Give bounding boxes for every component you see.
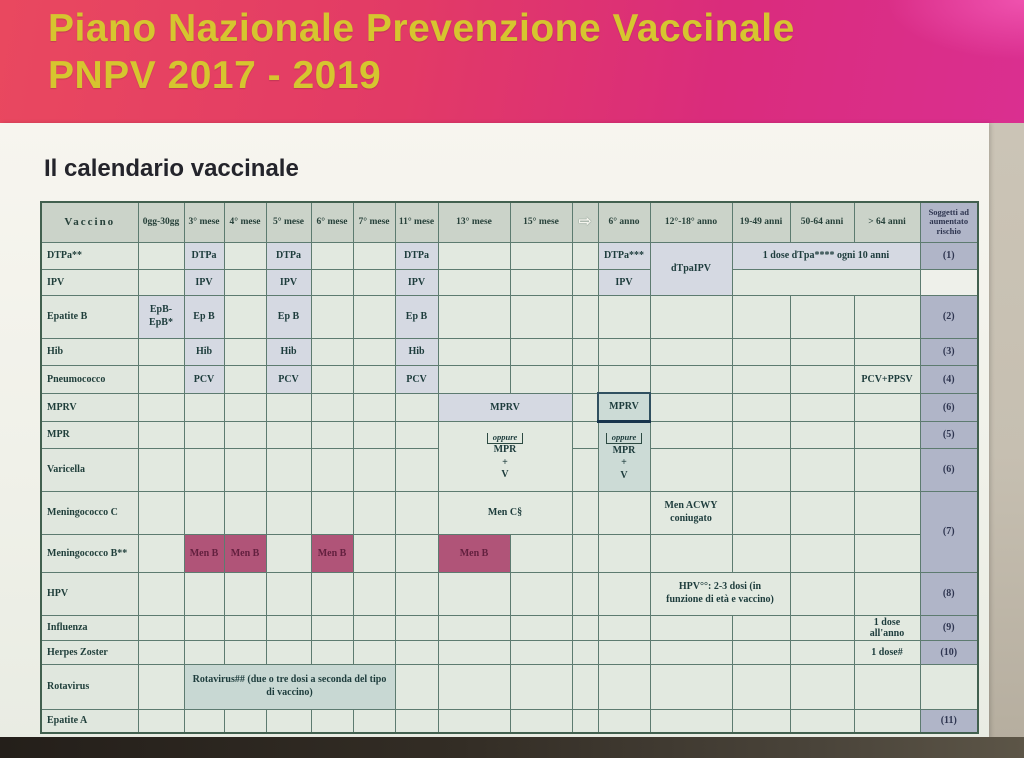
table-cell bbox=[572, 242, 598, 269]
table-cell bbox=[353, 572, 395, 615]
table-cell bbox=[138, 393, 184, 421]
table-cell bbox=[138, 448, 184, 491]
table-cell bbox=[138, 664, 184, 709]
table-cell: MPRV bbox=[438, 393, 572, 421]
table-cell: (5) bbox=[920, 421, 978, 448]
table-cell bbox=[395, 572, 438, 615]
row-label: MPR bbox=[41, 421, 138, 448]
table-cell bbox=[650, 572, 790, 615]
cell-line: EpB- bbox=[149, 304, 173, 315]
table-cell bbox=[572, 615, 598, 640]
table-cell: 1 dose all'anno bbox=[854, 615, 920, 640]
photo-bottom-shadow bbox=[0, 737, 1024, 758]
banner-glow bbox=[884, 0, 1024, 60]
table-cell: 1 dose dTpa**** ogni 10 anni bbox=[732, 242, 920, 269]
table-cell bbox=[311, 709, 353, 733]
row-label: Hib bbox=[41, 338, 138, 365]
table-cell bbox=[224, 393, 266, 421]
table-cell bbox=[510, 242, 572, 269]
cell-line bbox=[440, 431, 571, 445]
table-body bbox=[41, 242, 978, 733]
table-cell bbox=[395, 615, 438, 640]
table-cell: DTPa bbox=[184, 242, 224, 269]
table-cell bbox=[598, 709, 650, 733]
table-cell bbox=[732, 448, 790, 491]
table-row bbox=[41, 640, 978, 664]
table-cell: DTPa bbox=[395, 242, 438, 269]
table-cell bbox=[395, 421, 438, 448]
table-cell bbox=[732, 664, 790, 709]
table-cell: Men B bbox=[311, 534, 353, 572]
presentation-title-line1: Piano Nazionale Prevenzione Vaccinale bbox=[48, 7, 795, 50]
table-cell: (10) bbox=[920, 640, 978, 664]
table-cell: (4) bbox=[920, 365, 978, 393]
column-header: 4° mese bbox=[224, 202, 266, 242]
row-label: HPV bbox=[41, 572, 138, 615]
table-cell bbox=[650, 393, 732, 421]
table-cell bbox=[572, 491, 598, 534]
table-cell bbox=[138, 242, 184, 269]
table-cell bbox=[266, 448, 311, 491]
table-cell bbox=[510, 534, 572, 572]
table-cell bbox=[598, 572, 650, 615]
table-cell bbox=[510, 640, 572, 664]
table-cell bbox=[311, 491, 353, 534]
table-cell bbox=[353, 615, 395, 640]
table-cell bbox=[311, 269, 353, 295]
table-row bbox=[41, 269, 978, 295]
table-cell bbox=[224, 269, 266, 295]
cell-line: di vaccino) bbox=[266, 686, 313, 698]
table-cell bbox=[438, 664, 510, 709]
table-cell bbox=[854, 448, 920, 491]
column-header: 3° mese bbox=[184, 202, 224, 242]
table-cell: 1 dose# bbox=[854, 640, 920, 664]
table-cell: (6) bbox=[920, 393, 978, 421]
table-cell bbox=[311, 448, 353, 491]
table-cell bbox=[266, 534, 311, 572]
table-cell bbox=[224, 295, 266, 338]
table-cell bbox=[732, 421, 790, 448]
table-cell bbox=[598, 295, 650, 338]
table-cell bbox=[311, 393, 353, 421]
table-cell bbox=[572, 664, 598, 709]
table-cell bbox=[790, 448, 854, 491]
table-cell bbox=[438, 709, 510, 733]
table-cell bbox=[353, 421, 395, 448]
table-cell bbox=[438, 242, 510, 269]
table-cell bbox=[650, 491, 732, 534]
table-cell bbox=[790, 640, 854, 664]
table-cell: MPRV bbox=[598, 393, 650, 421]
table-cell bbox=[572, 640, 598, 664]
header-row bbox=[41, 202, 978, 242]
table-cell: Ep B bbox=[266, 295, 311, 338]
table-cell: Men C§ bbox=[438, 491, 572, 534]
cell-line: V bbox=[501, 469, 509, 480]
column-header: 11° mese bbox=[395, 202, 438, 242]
table-cell bbox=[510, 709, 572, 733]
column-header: 5° mese bbox=[266, 202, 311, 242]
table-cell bbox=[224, 709, 266, 733]
table-cell bbox=[138, 534, 184, 572]
table-cell bbox=[138, 421, 184, 448]
table-cell bbox=[598, 534, 650, 572]
table-cell bbox=[854, 491, 920, 534]
table-cell: IPV bbox=[598, 269, 650, 295]
table-cell bbox=[266, 615, 311, 640]
table-cell: PCV bbox=[266, 365, 311, 393]
table-cell bbox=[854, 664, 920, 709]
table-cell bbox=[732, 338, 790, 365]
table-cell bbox=[732, 534, 790, 572]
oppure-label: oppure bbox=[487, 433, 524, 444]
table-cell bbox=[224, 365, 266, 393]
table-cell bbox=[353, 534, 395, 572]
table-cell bbox=[438, 615, 510, 640]
table-cell bbox=[438, 295, 510, 338]
table-cell: PCV bbox=[395, 365, 438, 393]
table-cell: Hib bbox=[266, 338, 311, 365]
table-cell bbox=[572, 393, 598, 421]
table-cell bbox=[790, 365, 854, 393]
column-header: 12°-18° anno bbox=[650, 202, 732, 242]
table-cell bbox=[224, 448, 266, 491]
table-cell: DTPa*** bbox=[598, 242, 650, 269]
section-title: Il calendario vaccinale bbox=[44, 155, 299, 182]
table-cell bbox=[438, 269, 510, 295]
table-cell bbox=[650, 615, 732, 640]
table-cell bbox=[650, 365, 732, 393]
table-cell bbox=[598, 421, 650, 491]
table-head bbox=[41, 202, 978, 242]
table-cell bbox=[854, 295, 920, 338]
column-header: 7° mese bbox=[353, 202, 395, 242]
table-cell bbox=[438, 572, 510, 615]
cell-line: MPR bbox=[612, 444, 636, 456]
presentation-title bbox=[48, 6, 795, 100]
table-cell bbox=[395, 448, 438, 491]
cell-line bbox=[600, 431, 649, 445]
table-cell bbox=[311, 615, 353, 640]
row-label: Herpes Zoster bbox=[41, 640, 138, 664]
table-cell bbox=[790, 338, 854, 365]
table-cell bbox=[266, 421, 311, 448]
arrow-icon: ⇨ bbox=[572, 202, 598, 242]
table-cell: Hib bbox=[184, 338, 224, 365]
table-cell bbox=[224, 615, 266, 640]
table-cell bbox=[572, 295, 598, 338]
table-cell bbox=[854, 421, 920, 448]
table-cell bbox=[650, 448, 732, 491]
column-header: 0gg-30gg bbox=[138, 202, 184, 242]
table-cell: IPV bbox=[184, 269, 224, 295]
table-row bbox=[41, 338, 978, 365]
table-cell bbox=[854, 338, 920, 365]
table-cell bbox=[138, 709, 184, 733]
table-cell bbox=[510, 365, 572, 393]
table-cell bbox=[650, 640, 732, 664]
table-cell bbox=[138, 365, 184, 393]
table-cell bbox=[572, 338, 598, 365]
table-cell: (9) bbox=[920, 615, 978, 640]
cell-line: EpB* bbox=[149, 316, 173, 328]
table-cell bbox=[920, 269, 978, 295]
table-row bbox=[41, 491, 978, 534]
cell-line: + bbox=[502, 456, 508, 468]
table-cell bbox=[353, 269, 395, 295]
row-label: Varicella bbox=[41, 448, 138, 491]
table-cell bbox=[184, 572, 224, 615]
table-cell bbox=[650, 664, 732, 709]
table-cell bbox=[266, 491, 311, 534]
table-cell: Men B bbox=[184, 534, 224, 572]
table-row bbox=[41, 421, 978, 448]
table-cell bbox=[353, 338, 395, 365]
table-cell: (2) bbox=[920, 295, 978, 338]
table-cell bbox=[395, 534, 438, 572]
table-cell bbox=[732, 269, 920, 295]
table-cell bbox=[138, 615, 184, 640]
table-cell bbox=[790, 615, 854, 640]
table-cell bbox=[598, 338, 650, 365]
table-cell bbox=[650, 709, 732, 733]
slide-body bbox=[0, 123, 989, 739]
cell-line: V bbox=[620, 469, 628, 481]
row-label: Pneumococco bbox=[41, 365, 138, 393]
table-cell bbox=[572, 534, 598, 572]
table-cell bbox=[790, 534, 854, 572]
cell-line: Men ACWY bbox=[664, 500, 718, 511]
table-cell bbox=[353, 640, 395, 664]
table-cell bbox=[732, 393, 790, 421]
table-row bbox=[41, 365, 978, 393]
table-cell bbox=[138, 338, 184, 365]
table-cell bbox=[438, 640, 510, 664]
table-cell bbox=[311, 640, 353, 664]
table-cell bbox=[395, 393, 438, 421]
table-cell bbox=[572, 709, 598, 733]
table-cell bbox=[353, 242, 395, 269]
table-cell bbox=[395, 640, 438, 664]
table-cell bbox=[572, 572, 598, 615]
table-cell bbox=[790, 664, 854, 709]
table-cell bbox=[353, 365, 395, 393]
table-cell bbox=[854, 534, 920, 572]
table-cell bbox=[510, 338, 572, 365]
table-cell: dTpaIPV bbox=[650, 242, 732, 295]
table-cell bbox=[224, 338, 266, 365]
table-cell: IPV bbox=[395, 269, 438, 295]
table-cell bbox=[598, 664, 650, 709]
row-label: Epatite A bbox=[41, 709, 138, 733]
table-cell bbox=[266, 393, 311, 421]
column-header: 15° mese bbox=[510, 202, 572, 242]
table-cell bbox=[920, 664, 978, 709]
table-cell bbox=[650, 421, 732, 448]
table-row bbox=[41, 295, 978, 338]
table-cell bbox=[732, 640, 790, 664]
table-cell: Men B bbox=[224, 534, 266, 572]
cell-line: coniugato bbox=[670, 512, 712, 524]
table-cell bbox=[353, 709, 395, 733]
table-cell: Ep B bbox=[184, 295, 224, 338]
column-header: > 64 anni bbox=[854, 202, 920, 242]
table-cell bbox=[184, 709, 224, 733]
cell-line: + bbox=[621, 457, 627, 468]
row-label: Meningococco B** bbox=[41, 534, 138, 572]
table-cell: DTPa bbox=[266, 242, 311, 269]
table-cell bbox=[184, 393, 224, 421]
table-cell bbox=[224, 640, 266, 664]
table-cell bbox=[184, 491, 224, 534]
table-cell bbox=[395, 709, 438, 733]
table-cell bbox=[510, 664, 572, 709]
table-cell bbox=[184, 448, 224, 491]
table-cell: PCV+PPSV bbox=[854, 365, 920, 393]
table-row bbox=[41, 393, 978, 421]
title-banner bbox=[0, 0, 1024, 123]
table-cell bbox=[732, 709, 790, 733]
row-label: Meningococco C bbox=[41, 491, 138, 534]
table-cell bbox=[438, 421, 572, 491]
table-cell bbox=[184, 615, 224, 640]
table-cell bbox=[138, 572, 184, 615]
table-cell bbox=[266, 572, 311, 615]
presentation-title-line2: PNPV 2017 - 2019 bbox=[48, 53, 382, 97]
table-cell bbox=[138, 269, 184, 295]
cell-line: funzione di età e vaccino) bbox=[666, 593, 774, 605]
table-cell: Hib bbox=[395, 338, 438, 365]
table-cell bbox=[732, 491, 790, 534]
table-cell bbox=[854, 393, 920, 421]
table-cell bbox=[311, 242, 353, 269]
table-cell bbox=[510, 295, 572, 338]
table-cell bbox=[790, 421, 854, 448]
table-cell bbox=[572, 421, 598, 448]
table-cell bbox=[184, 640, 224, 664]
table-cell bbox=[650, 338, 732, 365]
cell-line: HPV°°: 2-3 dosi (in bbox=[678, 581, 762, 592]
table-cell bbox=[353, 393, 395, 421]
table-cell bbox=[790, 572, 854, 615]
table-cell bbox=[572, 448, 598, 491]
table-cell bbox=[311, 572, 353, 615]
table-cell: Ep B bbox=[395, 295, 438, 338]
table-cell bbox=[311, 295, 353, 338]
table-cell: IPV bbox=[266, 269, 311, 295]
column-header: 50-64 anni bbox=[790, 202, 854, 242]
table-cell bbox=[311, 365, 353, 393]
table-cell bbox=[572, 269, 598, 295]
column-header: 6° anno bbox=[598, 202, 650, 242]
table-cell bbox=[266, 709, 311, 733]
table-cell bbox=[138, 295, 184, 338]
table-cell: (3) bbox=[920, 338, 978, 365]
table-cell: (7) bbox=[920, 491, 978, 572]
table-cell bbox=[572, 365, 598, 393]
table-row bbox=[41, 709, 978, 733]
table-cell bbox=[732, 365, 790, 393]
table-cell bbox=[510, 572, 572, 615]
table-cell bbox=[854, 572, 920, 615]
table-cell bbox=[138, 491, 184, 534]
row-label: DTPa** bbox=[41, 242, 138, 269]
table-cell bbox=[790, 491, 854, 534]
table-cell bbox=[353, 491, 395, 534]
table-row bbox=[41, 615, 978, 640]
table-cell bbox=[732, 295, 790, 338]
table-cell: (1) bbox=[920, 242, 978, 269]
table-cell bbox=[438, 365, 510, 393]
table-cell bbox=[732, 615, 790, 640]
row-label: MPRV bbox=[41, 393, 138, 421]
oppure-label: oppure bbox=[606, 433, 643, 444]
table-row bbox=[41, 664, 978, 709]
vaccination-calendar-table bbox=[40, 201, 979, 734]
table-cell bbox=[266, 640, 311, 664]
table-cell bbox=[224, 491, 266, 534]
table-row bbox=[41, 572, 978, 615]
row-label: Influenza bbox=[41, 615, 138, 640]
table-cell bbox=[353, 448, 395, 491]
column-header: 13° mese bbox=[438, 202, 510, 242]
table-cell bbox=[510, 269, 572, 295]
table-cell bbox=[510, 615, 572, 640]
table-cell bbox=[311, 338, 353, 365]
table-cell bbox=[224, 572, 266, 615]
table-cell bbox=[224, 421, 266, 448]
table-cell bbox=[790, 295, 854, 338]
table-cell: Men B bbox=[438, 534, 510, 572]
row-label: Epatite B bbox=[41, 295, 138, 338]
table-row bbox=[41, 242, 978, 269]
table-cell bbox=[790, 709, 854, 733]
table-cell bbox=[184, 421, 224, 448]
column-header: 6° mese bbox=[311, 202, 353, 242]
table-cell bbox=[598, 491, 650, 534]
row-label: IPV bbox=[41, 269, 138, 295]
column-header: Vaccino bbox=[41, 202, 138, 242]
table-cell bbox=[790, 393, 854, 421]
table-cell bbox=[395, 491, 438, 534]
table-cell: (11) bbox=[920, 709, 978, 733]
table-cell bbox=[311, 421, 353, 448]
table-cell bbox=[395, 664, 438, 709]
cell-line: MPR bbox=[493, 444, 517, 455]
table-cell bbox=[138, 640, 184, 664]
table-cell bbox=[854, 709, 920, 733]
table-cell bbox=[353, 295, 395, 338]
table-cell bbox=[598, 640, 650, 664]
table-cell bbox=[598, 615, 650, 640]
table-cell: (8) bbox=[920, 572, 978, 615]
table-cell bbox=[650, 534, 732, 572]
column-header: 19-49 anni bbox=[732, 202, 790, 242]
cell-line: Rotavirus## (due o tre dosi a seconda del tipo bbox=[192, 674, 387, 685]
table-cell bbox=[598, 365, 650, 393]
table-cell bbox=[184, 664, 395, 709]
table-cell: PCV bbox=[184, 365, 224, 393]
table-cell bbox=[224, 242, 266, 269]
table-cell bbox=[650, 295, 732, 338]
row-label: Rotavirus bbox=[41, 664, 138, 709]
table-cell bbox=[438, 338, 510, 365]
table-row bbox=[41, 534, 978, 572]
table-cell: (6) bbox=[920, 448, 978, 491]
column-header: Soggetti ad aumentato rischio bbox=[920, 202, 978, 242]
